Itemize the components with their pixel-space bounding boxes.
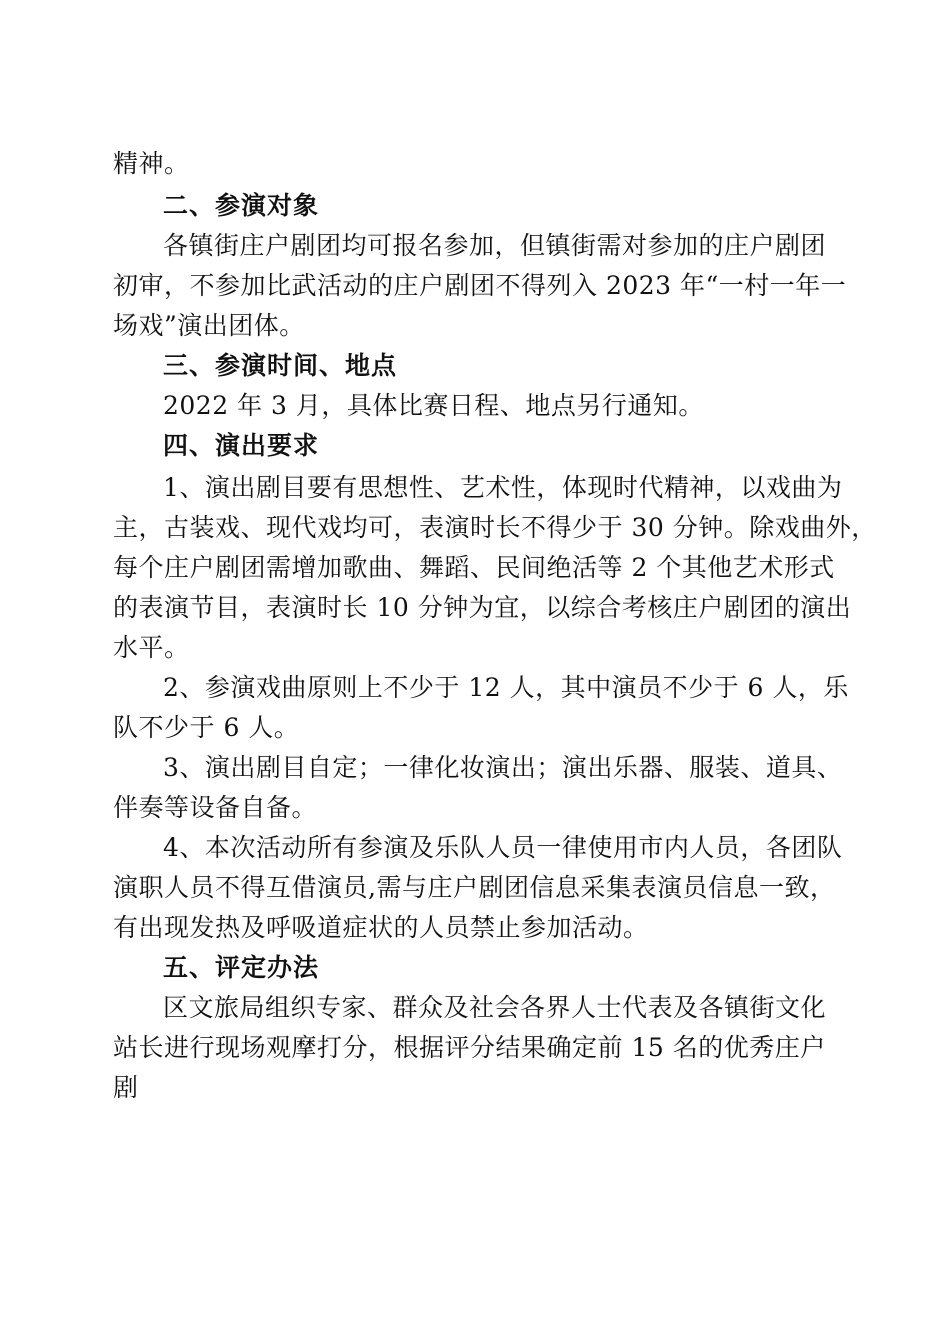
paragraph-participants-line-2: 初审，不参加比武活动的庄户剧团不得列入 2023 年“一村一年一 (113, 271, 847, 300)
requirement-1-line-4: 的表演节目，表演时长 10 分钟为宜，以综合考核庄户剧团的演出 (113, 593, 852, 622)
requirement-4-line-2: 演职人员不得互借演员,需与庄户剧团信息采集表演员信息一致， (113, 873, 836, 902)
paragraph-participants-line-3: 场戏”演出团体。 (113, 311, 305, 340)
heading-requirements: 四、演出要求 (163, 431, 320, 460)
paragraph-evaluation-line-2: 站长进行现场观摩打分，根据评分结果确定前 15 名的优秀庄户 (113, 1033, 826, 1062)
paragraph-time-place: 2022 年 3 月，具体比赛日程、地点另行通知。 (163, 391, 704, 420)
requirement-4-line-1: 4、本次活动所有参演及乐队人员一律使用市内人员，各团队 (163, 833, 843, 862)
requirement-1-line-2: 主，古装戏、现代戏均可，表演时长不得少于 30 分钟。除戏曲外， (113, 513, 877, 542)
paragraph-evaluation-line-3: 剧 (113, 1073, 139, 1102)
paragraph-evaluation-line-1: 区文旅局组织专家、群众及社会各界人士代表及各镇街文化 (163, 993, 827, 1022)
requirement-4-line-3: 有出现发热及呼吸道症状的人员禁止参加活动。 (113, 913, 649, 942)
requirement-3-line-2: 伴奏等设备自备。 (113, 793, 318, 822)
requirement-2-line-1: 2、参演戏曲原则上不少于 12 人，其中演员不少于 6 人，乐 (163, 673, 849, 702)
paragraph-participants-line-1: 各镇街庄户剧团均可报名参加，但镇街需对参加的庄户剧团 (163, 231, 827, 260)
requirement-3-line-1: 3、演出剧目自定；一律化妆演出；演出乐器、服装、道具、 (163, 753, 843, 782)
requirement-2-line-2: 队不少于 6 人。 (113, 713, 300, 742)
text-line-spirit: 精神。 (113, 149, 190, 178)
requirement-1-line-3: 每个庄户剧团需增加歌曲、舞蹈、民间绝活等 2 个其他艺术形式 (113, 553, 835, 582)
heading-evaluation: 五、评定办法 (163, 953, 320, 982)
heading-participants: 二、参演对象 (163, 191, 320, 220)
heading-time-place: 三、参演时间、地点 (163, 351, 398, 380)
requirement-1-line-5: 水平。 (113, 633, 190, 662)
requirement-1-line-1: 1、演出剧目要有思想性、艺术性，体现时代精神，以戏曲为 (163, 473, 843, 502)
